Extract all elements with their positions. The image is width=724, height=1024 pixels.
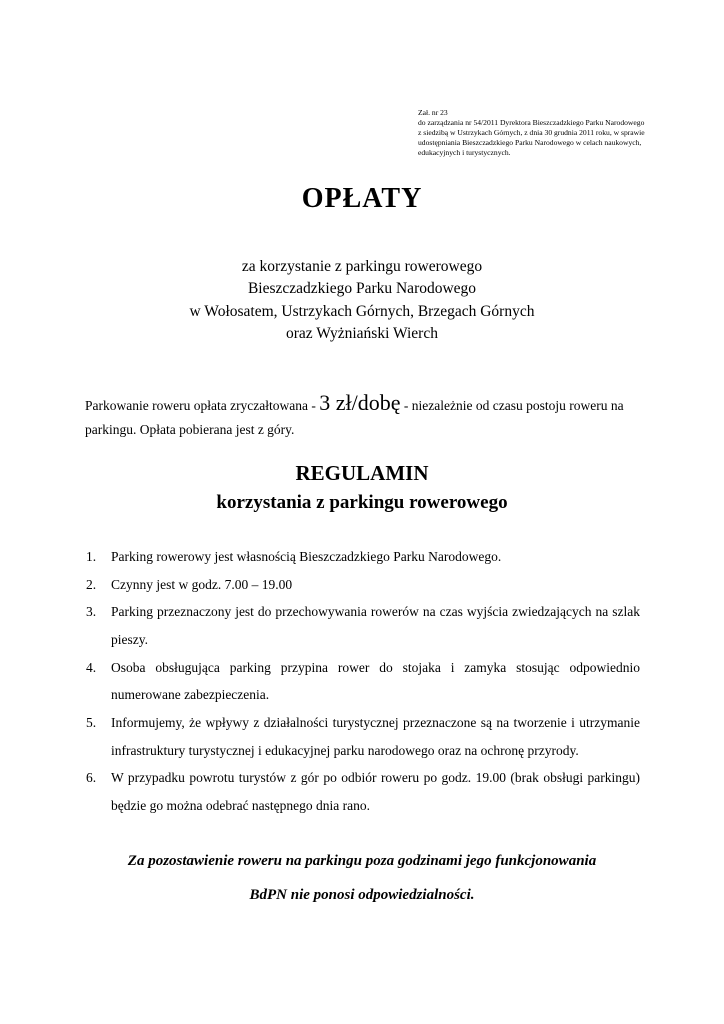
footer-disclaimer	[0, 845, 724, 913]
rule-text: Czynny jest w godz. 7.00 – 19.00	[111, 576, 293, 592]
rule-item	[86, 598, 640, 653]
rule-text: Osoba obsługująca parking przypina rower do stojaka i zamyka stosując odpowiednio numerowane zabezpieczenia.	[111, 659, 640, 703]
subtitle-line: Bieszczadzkiego Parku Narodowego	[247, 280, 477, 298]
document-title: OPŁATY	[301, 183, 423, 214]
regulamin-heading: REGULAMIN	[295, 461, 429, 485]
rule-text: Parking przeznaczony jest do przechowywania rowerów na czas wyjścia zwiedzających na szlak pieszy.	[111, 604, 640, 648]
attachment-note-line: udostępniania Bieszczadzkiego Parku Narodowego w celach naukowych,	[418, 138, 642, 148]
rule-item	[86, 654, 640, 709]
fee-text-prefix: Parkowanie roweru opłata zryczałtowana -	[85, 397, 320, 413]
rule-item	[86, 571, 640, 599]
rule-text: Informujemy, że wpływy z działalności turystycznej przeznaczone są na tworzenie i utrzymanie infrastruktury turystycznej i edukacyjnej parku narodowego oraz na ochronę przyrody.	[111, 715, 640, 758]
attachment-note-line: edukacyjnych i turystycznych.	[418, 148, 511, 158]
attachment-note-line: z siedzibą w Ustrzykach Górnych, z dnia 30 grudnia 2011 roku, w sprawie	[418, 128, 645, 138]
attachment-note-line: Zał. nr 23	[418, 108, 448, 117]
rule-number: 4.	[86, 659, 97, 675]
rule-list	[86, 543, 640, 820]
subtitle-line: za korzystanie z parkingu rowerowego	[241, 258, 483, 275]
rule-number: 2.	[86, 576, 97, 592]
rule-number: 5.	[86, 715, 97, 731]
document-subtitle	[0, 256, 724, 346]
rule-item	[86, 764, 640, 819]
rule-text: Parking rowerowy jest własnością Bieszczadzkiego Parku Narodowego.	[111, 549, 502, 564]
fee-paragraph	[85, 389, 639, 444]
subtitle-line: w Wołosatem, Ustrzykach Górnych, Brzegach Górnych	[189, 302, 535, 320]
subtitle-line: oraz Wyżniański Wierch	[286, 325, 438, 343]
attachment-note	[418, 108, 690, 158]
footer-line: BdPN nie ponosi odpowiedzialności.	[249, 886, 475, 903]
rule-text: W przypadku powrotu turystów z gór po odbiór roweru po godz. 19.00 (brak obsługi parkingu) będzie go można odebrać następnego dnia rano.	[111, 770, 640, 814]
rule-number: 3.	[86, 604, 97, 620]
fee-text-suffix: - niezależnie od czasu postoju roweru na parkingu. Opłata pobierana jest z góry.	[85, 397, 624, 438]
rule-number: 1.	[86, 549, 97, 564]
fee-amount: 3 zł/dobę	[319, 389, 401, 415]
attachment-note-line: do zarządzania nr 54/2011 Dyrektora Bieszczadzkiego Parku Narodowego	[418, 118, 645, 128]
rule-item	[86, 543, 640, 571]
footer-line: Za pozostawienie roweru na parkingu poza godzinami jego funkcjonowania	[127, 853, 597, 869]
rule-item	[86, 709, 640, 764]
rule-number: 6.	[86, 770, 97, 786]
regulamin-subheading: korzystania z parkingu rowerowego	[216, 492, 508, 513]
